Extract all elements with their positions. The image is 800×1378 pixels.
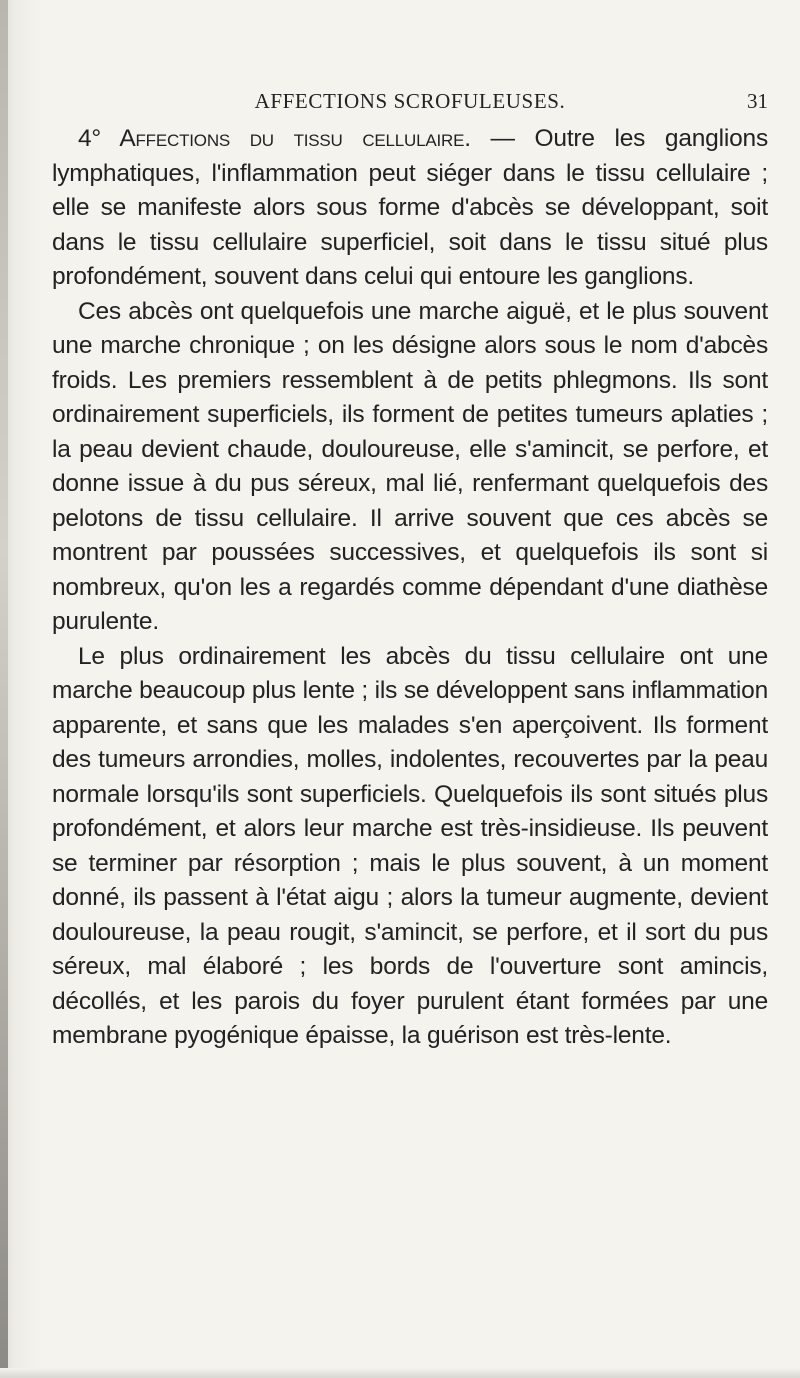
paragraph-1-text: — Outre les ganglions lymphatiques, l'inflammation peut siéger dans le tissu cellulaire ; elle se manifeste alors sous forme d'abcès se développant, soit dans le tissu cellulaire superficiel, soit dans le tissu situé plus profondément, souvent dans celui qui entoure les ganglions. xyxy=(52,125,768,290)
page-bottom-edge xyxy=(0,1368,800,1378)
paragraph-2-text: Ces abcès ont quelquefois une marche aiguë, et le plus souvent une marche chronique ; on les désigne alors sous le nom d'abcès froids. Les premiers ressemblent à de petits phlegmons. Ils sont ordinairement superficiels, ils forment de petites tumeurs aplaties ; la peau devient chaude, douloureuse, elle s'amincit, se perfore, et donne issue à du pus séreux, mal lié, renfermant quelquefois des pelotons de tissu cellulaire. Il arrive souvent que ces abcès se montrent par poussées successives, et quelquefois ils sont si nombreux, qu'on les a regardés comme dépendant d'une diathèse purulente. xyxy=(52,297,768,635)
body-text xyxy=(52,122,768,1054)
running-head xyxy=(52,86,768,116)
section-heading: 4° Affections du tissu cellulaire. xyxy=(78,125,471,152)
paragraph-1 xyxy=(52,122,768,295)
paragraph-2 xyxy=(52,295,768,640)
paragraph-3-text: Le plus ordinairement les abcès du tissu cellulaire ont une marche beaucoup plus lente ; ils se développent sans inflammation apparente, et sans que les malades s'en aperçoivent. Ils forment des tumeurs arrondies, molles, indolentes, recouvertes par la peau normale lorsqu'ils sont superficiels. Quelquefois ils sont situés plus profondément, et alors leur marche est très-insidieuse. Ils peuvent se terminer par résorption ; mais le plus souvent, à un moment donné, ils passent à l'état aigu ; alors la tumeur augmente, devient douloureuse, la peau rougit, s'amincit, se perfore, et il sort du pus séreux, mal élaboré ; les bords de l'ouverture sont amincis, décollés, et les parois du foyer purulent étant formées par une membrane pyogénique épaisse, la guérison est très-lente. xyxy=(52,642,768,1049)
page-gutter-shadow xyxy=(0,0,8,1378)
running-title: AFFECTIONS SCROFULEUSES. xyxy=(254,89,566,113)
paragraph-3 xyxy=(52,640,768,1054)
page-number: 31 xyxy=(747,89,768,113)
